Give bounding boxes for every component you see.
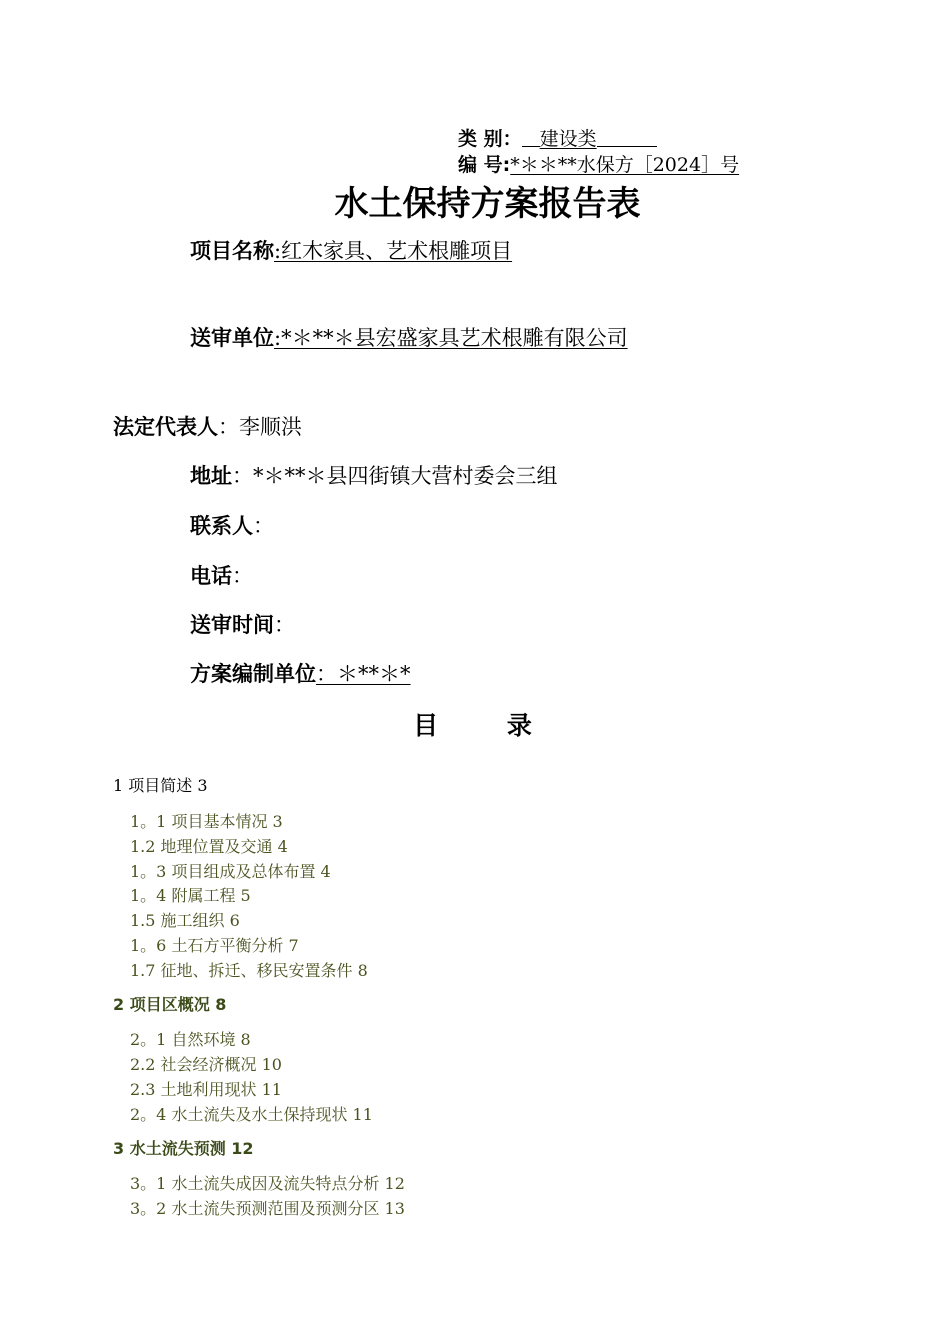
toc-entry[interactable]: 1.7 征地、拆迁、移民安置条件 8: [130, 961, 368, 980]
submitter-label: 送审单位: [190, 326, 274, 350]
toc-entry[interactable]: 3 水土流失预测 12: [113, 1139, 254, 1158]
phone-value: ：: [232, 564, 253, 588]
toc-entry[interactable]: 3。1 水土流失成因及流失特点分析 12: [130, 1174, 405, 1193]
toc-entry[interactable]: 1。3 项目组成及总体布置 4: [130, 862, 331, 881]
address-value: ：*＊**＊县四街镇大营村委会三组: [232, 464, 558, 488]
number-label: 编 号:: [458, 154, 511, 176]
category-value: 建设类: [539, 128, 597, 150]
phone-row: [190, 560, 253, 590]
toc-entry[interactable]: 1。4 附属工程 5: [130, 886, 251, 905]
author-label: 方案编制单位: [190, 662, 316, 686]
toc-entry[interactable]: 2。4 水土流失及水土保持现状 11: [130, 1105, 373, 1124]
number-row: [458, 150, 739, 177]
submit-time-row: [190, 609, 295, 639]
toc-entry[interactable]: 2。1 自然环境 8: [130, 1030, 251, 1049]
toc-entry[interactable]: 1 项目简述 3: [113, 776, 208, 795]
submitter-row: [190, 322, 628, 352]
number-value: *＊＊**水保方［2024］号: [510, 154, 740, 176]
submitter-value: :*＊**＊县宏盛家具艺术根雕有限公司: [274, 326, 628, 350]
author-row: [190, 658, 411, 688]
submit-time-label: 送审时间: [190, 613, 274, 637]
contact-value: ：: [253, 514, 274, 538]
contact-label: 联系人: [190, 514, 253, 538]
toc-entry[interactable]: 2 项目区概况 8: [113, 995, 227, 1014]
phone-label: 电话: [190, 564, 232, 588]
project-name-label: 项目名称: [190, 239, 274, 263]
legal-rep-label: 法定代表人: [113, 415, 218, 439]
toc-entry[interactable]: 2.3 土地利用现状 11: [130, 1080, 282, 1099]
address-row: [190, 460, 558, 490]
page-title: 水土保持方案报告表: [334, 184, 641, 224]
legal-rep-row: [113, 411, 302, 441]
legal-rep-value: ：李顺洪: [218, 415, 302, 439]
category-blank-right: [597, 128, 657, 147]
toc-entry[interactable]: 1.2 地理位置及交通 4: [130, 837, 288, 856]
toc-entry[interactable]: 2.2 社会经济概况 10: [130, 1055, 282, 1074]
project-name-row: [190, 235, 518, 265]
contact-row: [190, 510, 274, 540]
category-row: [458, 124, 657, 151]
category-blank-left: [522, 128, 540, 147]
toc-title: 目 录: [413, 711, 562, 740]
address-label: 地址: [190, 464, 232, 488]
toc-entry[interactable]: 3。2 水土流失预测范围及预测分区 13: [130, 1199, 405, 1218]
toc-entry[interactable]: 1。6 土石方平衡分析 7: [130, 936, 299, 955]
project-name-value: :红木家具、艺术根雕项目: [274, 239, 513, 263]
toc-entry[interactable]: 1.5 施工组织 6: [130, 911, 240, 930]
category-label: 类 别：: [458, 128, 522, 150]
toc-entry[interactable]: 1。1 项目基本情况 3: [130, 812, 283, 831]
submit-time-value: ：: [274, 613, 295, 637]
author-value: ：＊**＊*: [316, 662, 411, 686]
